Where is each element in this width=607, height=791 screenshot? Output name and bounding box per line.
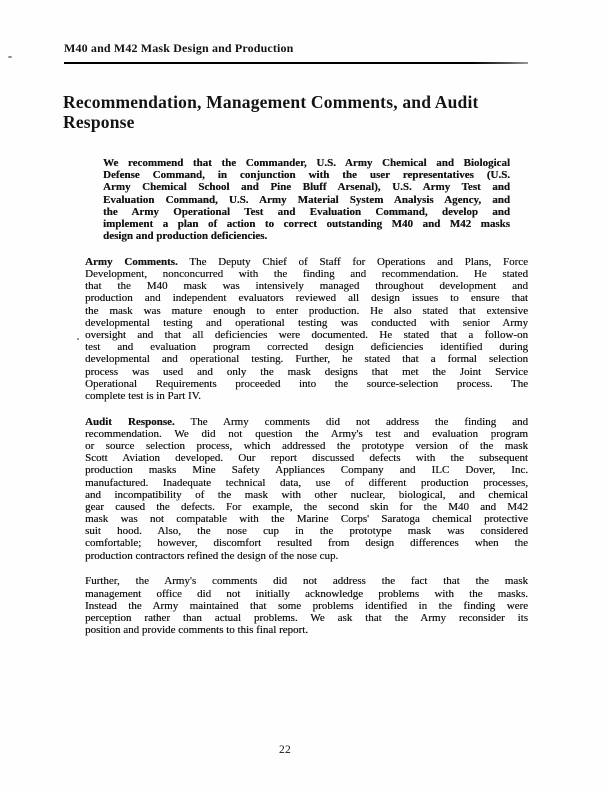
page-title: Recommendation, Management Comments, and Audit Response [63,92,479,132]
text-line: implement a plan of action to correct outstanding M40 and M42 masks [103,217,510,230]
paragraph-lead: Audit Response. [85,415,175,428]
paragraph [85,575,528,636]
text-line: Evaluation Command, U.S. Army Material System Analysis Agency, and [103,193,510,206]
text-line: Instead the Army maintained that some problems identified in the finding were [85,599,528,612]
running-header: M40 and M42 Mask Design and Production [64,41,294,55]
text-line: Army Comments. The Deputy Chief of Staff for Operations and Plans, Force [85,255,528,268]
text-line: the Army Operational Test and Evaluation Command, develop and [103,205,510,218]
text-line: or source selection process, which addressed the prototype version of the mask [85,439,528,452]
text-line: Development, nonconcurred with the finding and recommendation. He stated [85,268,528,280]
text-line: We recommend that the Commander, U.S. Army Chemical and Biological [103,157,510,169]
text-line: Army Chemical School and Pine Bluff Arsenal), U.S. Army Test and [103,181,510,194]
page-number: 22 [278,744,292,756]
text-line: that the M40 mask was intensively managed throughout development and [85,280,528,293]
text-line: comfortable; however, discomfort resulted from design differences when the [85,537,528,550]
text-line: oversight and that all deficiencies were documented. He stated that a follow-on [85,328,528,341]
text-line: and incompatibility of the mask with other nuclear, biological, and chemical [85,488,528,501]
text-line: production masks Mine Safety Appliances Company and ILC Dover, Inc. [85,464,528,477]
text-line: process was used and only the mask designs that met the Joint Service [85,365,528,378]
body-text [85,157,528,650]
scan-speck [8,56,12,58]
text-line: management office did not initially acknowledge problems with the masks. [85,587,528,600]
text-line: perception rather than actual problems. We ask that the Army reconsider its [85,611,528,624]
text-line: Operational Requirements proceeded into the source-selection process. The [85,377,528,390]
text-line: production and independent evaluators reviewed all design issues to ensure that [85,292,528,305]
text-line: suit hood. Also, the nose cup in the prototype mask was considered [85,525,528,538]
text-line: complete test is in Part IV. [85,389,201,402]
text-line: design and production deficiencies. [103,230,268,243]
text-line: mask was not compatable with the Marine Corps' Saratoga chemical protective [85,513,528,526]
text-line: recommendation. We did not question the Army's test and evaluation program [85,427,528,440]
text-line: Scott Aviation developed. Our report discussed defects with the subsequent [85,452,528,465]
text-line: Audit Response. The Army comments did not address the finding and [85,415,528,428]
text-line: developmental and operational testing. Further, he stated that a formal selection [85,353,528,366]
paragraph-lead: Army Comments. [85,255,178,268]
paragraph [85,416,528,562]
text-line: position and provide comments to this final report. [85,624,309,637]
paragraph [103,157,510,242]
scan-speck [77,338,79,340]
text-line: developmental testing and operational testing was conducted with senior Army [85,316,528,329]
text-line: gear caused the defects. For example, the second skin for the M40 and M42 [85,500,528,513]
text-line: test and evaluation program corrected design deficiencies identified during [85,341,528,354]
text-line: Defense Command, in conjunction with the user representatives (U.S. [103,169,510,182]
paragraph [85,256,528,402]
text-line: the mask was mature enough to enter production. He also stated that extensive [85,304,528,317]
text-line: manufactured. Inadequate technical data, use of different production processes, [85,476,528,489]
text-line: production contractors refined the design of the nose cup. [85,549,339,562]
header-rule [64,62,528,64]
text-line: Further, the Army's comments did not address the fact that the mask [85,575,528,588]
